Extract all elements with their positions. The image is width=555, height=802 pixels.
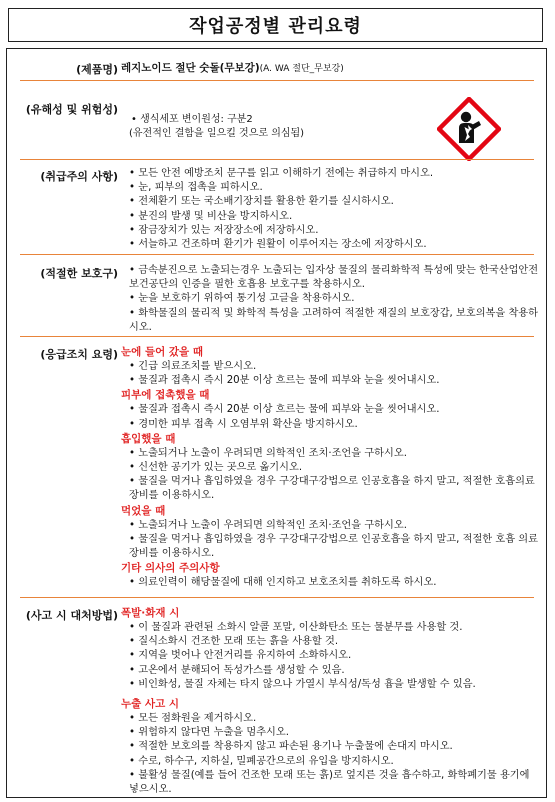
- product-name: 레지노이드 절단 숫돌(무보강): [121, 62, 260, 74]
- first-aid-heading: 피부에 접촉했을 때: [121, 389, 210, 402]
- list-item: • 지역을 벗어나 안전거리를 유지하여 소화하시오.: [129, 650, 352, 662]
- list-item: • 노출되거나 노출이 우려되면 의학적인 조치·조언을 구하시오.: [129, 519, 407, 531]
- hazard-line: • 생식세포 변이원성: 구분2: [131, 114, 253, 125]
- list-item: • 모든 점화원을 제거하시오.: [129, 713, 257, 725]
- list-item: • 전체환기 또는 국소배기장치를 활용한 환기를 실시하시오.: [129, 196, 394, 208]
- first-aid-label: (응급조치 요령): [40, 348, 118, 361]
- accident-label: (사고 시 대처방법): [25, 609, 118, 622]
- list-item: • 눈, 피부의 접촉을 피하시오.: [129, 182, 263, 194]
- first-aid-heading: 먹었을 때: [121, 504, 166, 517]
- list-item: • 의료인력이 해당물질에 대해 인지하고 보호조치를 취하도록 하시오.: [129, 577, 437, 589]
- section-divider: [20, 336, 534, 337]
- section-divider: [20, 80, 534, 81]
- list-item: • 분진의 발생 및 비산을 방지하시오.: [129, 210, 293, 222]
- product-code: (A. WA 절단_무보강): [259, 64, 344, 74]
- list-item: • 물질을 먹거나 흡입하였을 경우 구강대구강법으로 인공호흡을 하지 말고, 적절한 호흡의료장비를 이용하시오.: [129, 476, 535, 502]
- handling-label: (취급주의 사항): [40, 170, 118, 183]
- list-item: • 수로, 하수구, 지하실, 밀폐공간으로의 유입을 방지하시오.: [129, 755, 394, 767]
- list-item: • 고온에서 분해되어 독성가스를 생성할 수 있음.: [129, 664, 345, 676]
- msds-sheet: [6, 6, 547, 794]
- first-aid-heading: 흡입했을 때: [121, 432, 176, 445]
- health-hazard-icon: [437, 97, 501, 161]
- list-item: • 비인화성, 물질 자체는 타지 않으나 가열시 부식성/독성 흄을 발생할 수 있음.: [129, 678, 476, 690]
- list-item: • 물질과 접촉시 즉시 20분 이상 흐르는 물에 피부와 눈을 씻어내시오.: [129, 404, 440, 416]
- list-item: • 적절한 보호의를 착용하지 않고 파손된 용기나 누출물에 손대지 마시오.: [129, 741, 453, 753]
- accident-heading: 누출 사고 시: [121, 698, 180, 711]
- hazard-line: (유전적인 결함을 일으킬 것으로 의심됨): [129, 128, 305, 140]
- list-item: • 잠금장치가 있는 저장장소에 저장하시오.: [129, 224, 319, 236]
- list-item: • 서늘하고 건조하며 환기가 원활이 이루어지는 장소에 저장하시오.: [129, 239, 427, 251]
- list-item: • 긴급 의료조치를 받으시오.: [129, 361, 257, 372]
- hazard-label: (유해성 및 위험성): [25, 103, 118, 116]
- content-frame: [6, 48, 547, 798]
- first-aid-heading: 눈에 들어 갔을 때: [121, 346, 203, 358]
- page-title: 작업공정별 관리요령: [8, 8, 543, 42]
- list-item: • 신선한 공기가 있는 곳으로 옮기시오.: [129, 462, 303, 474]
- list-item: • 모든 안전 예방조치 문구를 읽고 이해하기 전에는 취급하지 마시오.: [129, 168, 434, 179]
- list-item: • 불활성 물질(예를 들어 건조한 모래 또는 흙)로 엎지른 것을 흡수하고, 화학폐기물 용기에 넣으시오.: [129, 769, 530, 796]
- list-item: • 물질과 접촉시 즉시 20분 이상 흐르는 물에 피부와 눈을 씻어내시오.: [129, 375, 440, 387]
- first-aid-heading: 기타 의사의 주의사항: [121, 562, 220, 575]
- section-divider: [20, 597, 534, 598]
- protection-label: (적절한 보호구): [40, 267, 118, 280]
- list-item: • 눈을 보호하기 위하여 통기성 고글을 착용하시오.: [129, 293, 355, 305]
- list-item: • 위험하지 않다면 누출을 멈추시오.: [129, 727, 289, 739]
- list-item: • 질식소화시 건조한 모래 또는 흙을 사용할 것.: [129, 636, 339, 648]
- section-divider: [20, 159, 534, 160]
- product-label: (제품명): [76, 63, 118, 76]
- list-item: • 노출되거나 노출이 우려되면 의학적인 조치·조언을 구하시오.: [129, 447, 407, 459]
- accident-heading: 폭발·화재 시: [121, 607, 180, 619]
- section-divider: [20, 254, 534, 255]
- list-item: • 화학물질의 물리적 및 화학적 특성을 고려하여 적절한 재질의 보호장갑, 보호의복을 착용하시오.: [129, 307, 538, 333]
- list-item: • 경미한 피부 접촉 시 오염부위 확산을 방지하시오.: [129, 418, 358, 430]
- list-item: • 금속분진으로 노출되는경우 노출되는 입자상 물질의 물리화학적 특성에 맞는 한국산업안전보건공단의 인증을 필한 호흡용 보호구를 착용하시오.: [129, 265, 539, 291]
- list-item: • 이 물질과 관련된 소화시 알콜 포말, 이산화탄소 또는 물분무를 사용할 것.: [129, 622, 463, 633]
- list-item: • 물질을 먹거나 흡입하였을 경우 구강대구강법으로 인공호흡을 하지 말고, 적절한 호흡 의료장비를 이용하시오.: [129, 533, 538, 560]
